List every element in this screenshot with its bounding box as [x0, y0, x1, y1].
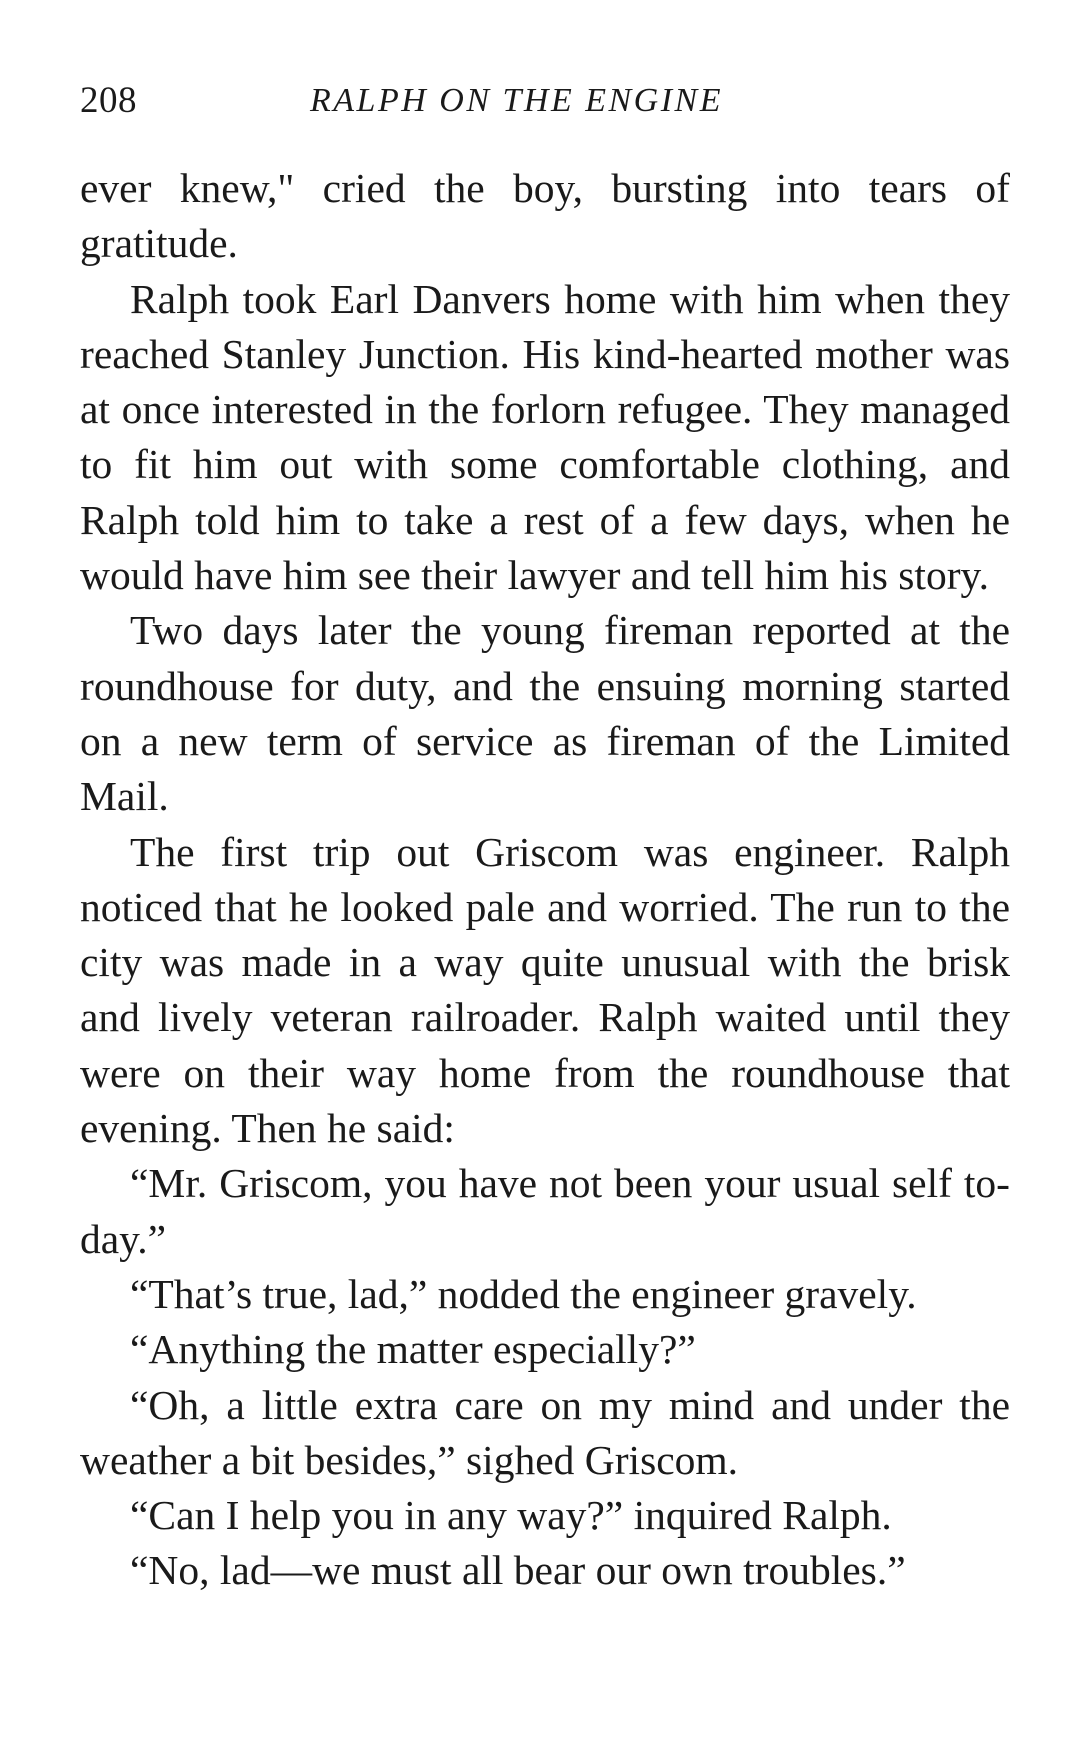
page-number: 208 — [80, 80, 137, 121]
paragraph: “Mr. Griscom, you have not been your usual self to-day.” — [80, 1160, 1010, 1262]
paragraph: “No, lad—we must all bear our own troubles.” — [130, 1547, 906, 1594]
page-header — [80, 76, 1010, 126]
paragraph: Two days later the young fireman reported at the roundhouse for duty, and the ensuing morning started on a new term of service as fireman of the Limited Mail. — [80, 607, 1010, 820]
paragraph: “That’s true, lad,” nodded the engineer gravely. — [130, 1270, 917, 1317]
paragraph: Ralph took Earl Danvers home with him when they reached Stanley Junction. His kind-hearted mother was at once interested in the forlorn refugee. They managed to fit him out with some comfortable clothing, and Ralph told him to take a rest of a few days, when he would have him see their lawyer and tell him his story. — [80, 275, 1010, 599]
paragraph: The first trip out Griscom was engineer. Ralph noticed that he looked pale and worried. The run to the city was made in a way quite unusual with the brisk and lively veteran railroader. Ralph waited until they were on their way home from the roundhouse that evening. Then he said: — [80, 828, 1010, 1152]
paragraph: “Oh, a little extra care on my mind and under the weather a bit besides,” sighed Griscom. — [80, 1381, 1010, 1483]
paragraph: “Can I help you in any way?” inquired Ralph. — [130, 1492, 892, 1539]
paragraph: “Anything the matter especially?” — [130, 1326, 696, 1373]
running-head: RALPH ON THE ENGINE — [310, 82, 723, 119]
body-text — [80, 161, 1010, 1599]
paragraph: ever knew," cried the boy, bursting into tears of gratitude. — [80, 165, 1010, 267]
